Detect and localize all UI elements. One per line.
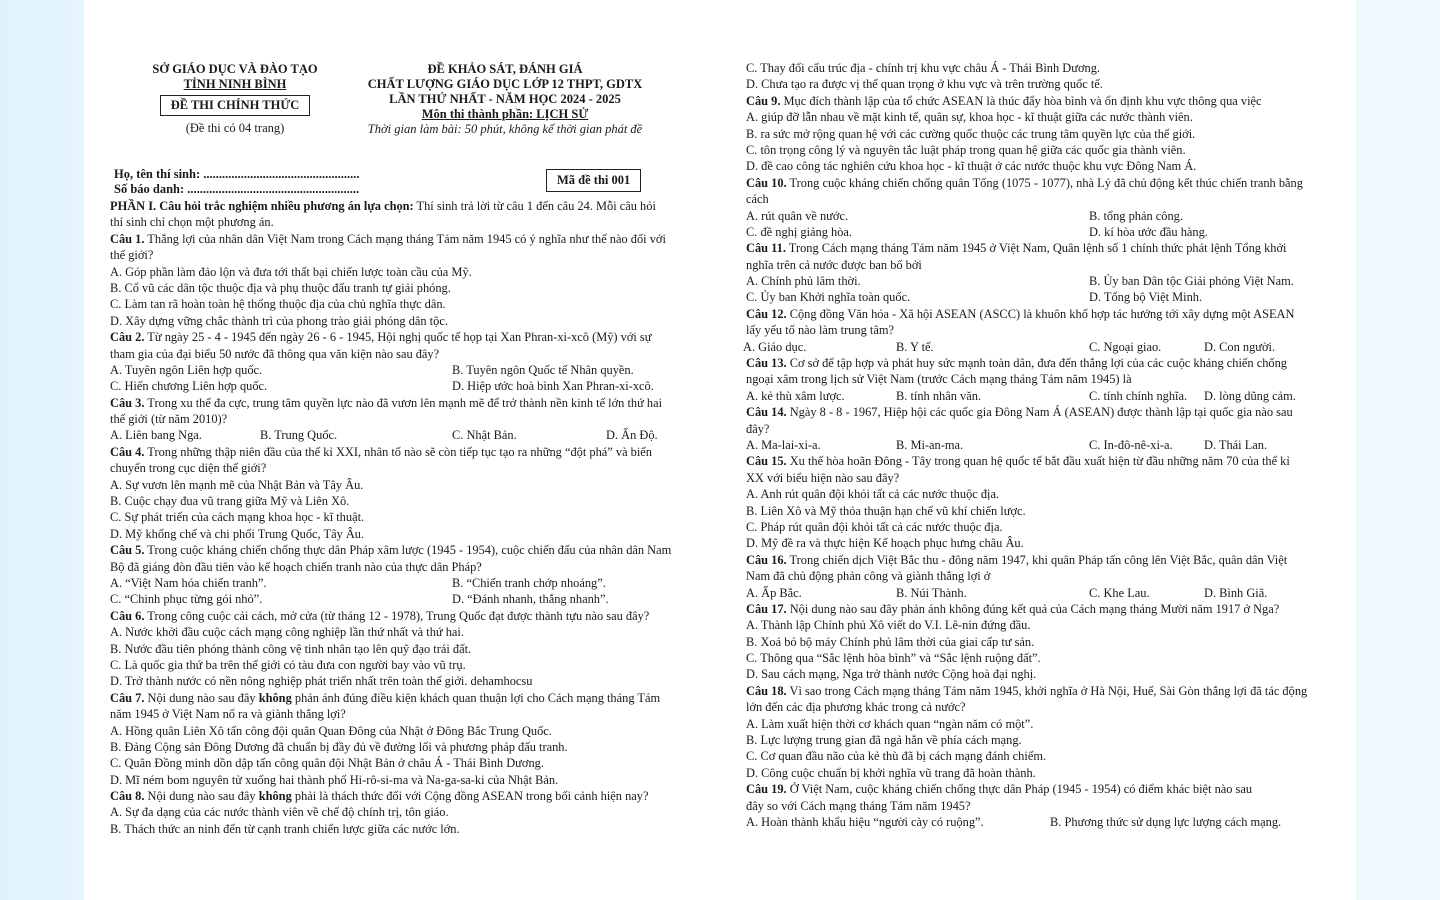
option-d: D. Bình Giã.: [1204, 585, 1268, 600]
option-a: A. Làm xuất hiện thời cơ khách quan “ngàn năm có một”.: [746, 716, 1034, 731]
question-text-cont: lớn đến các địa phương khác trong cả nước?: [746, 700, 966, 715]
question-text: Trong Cách mạng tháng Tám năm 1945 ở Việt Nam, Quân lệnh số 1 chính thức phát lệnh Tổng khởi: [785, 241, 1287, 256]
option-c: C. Thông qua “Sắc lệnh hòa bình” và “Sắc lệnh ruộng đất”.: [746, 651, 1041, 666]
exam-subject: Môn thi thành phần: LỊCH SỬ: [421, 107, 589, 121]
option-a: A. Sự đa dạng của các nước thành viên về chế độ chính trị, tôn giáo.: [110, 805, 449, 820]
option-c: C. Làm tan rã hoàn toàn hệ thống thuộc địa của chủ nghĩa thực dân.: [110, 297, 446, 312]
question-emphasis: không: [258, 789, 292, 804]
option-c: C. In-đô-nê-xi-a.: [1089, 437, 1173, 452]
question-label: Câu 19.: [746, 782, 787, 797]
option-b: B. Thách thức an ninh đến từ cạnh tranh chiến lược giữa các nước lớn.: [110, 821, 460, 836]
question-9: [746, 93, 1331, 109]
option-b: B. Trung Quốc.: [260, 428, 338, 443]
option-c: C. Sự phát triển của cách mạng khoa học - kĩ thuật.: [110, 510, 365, 525]
option-c: C. Ngoại giao.: [1089, 339, 1162, 354]
question-text-cont: đây?: [746, 421, 770, 436]
option-d: D. Mỹ đề ra và thực hiện Kế hoạch phục hưng châu Âu.: [746, 536, 1024, 551]
question-label: Câu 11.: [746, 241, 786, 256]
question-4: [110, 444, 695, 460]
question-label: Câu 10.: [746, 175, 787, 190]
left-questions: [110, 198, 695, 837]
option-a: A. Hoàn thành khẩu hiệu “người cày có ruộng”.: [746, 814, 984, 829]
option-c: C. Cơ quan đầu não của kẻ thù đã bị cách mạng đánh chiếm.: [746, 749, 1047, 764]
option-a: A. giúp đỡ lẫn nhau về mặt kinh tế, quân sự, khoa học - kĩ thuật giữa các nước thành viên.: [746, 110, 1193, 125]
question-label: Câu 18.: [746, 683, 787, 698]
option-b: B. Tuyên ngôn Quốc tế Nhân quyền.: [452, 362, 634, 377]
pages-note: (Đề thi có 04 trang): [185, 121, 285, 135]
option-b: B. “Chiến tranh chớp nhoáng”.: [452, 575, 606, 590]
question-text: Trong cuộc kháng chiến chống thực dân Pháp xâm lược (1945 - 1954), cuộc chiến đấu của nhân dân Nam: [144, 543, 672, 558]
question-label: Câu 1.: [110, 231, 145, 246]
option-b: B. Mi-an-ma.: [896, 437, 964, 452]
question-text: Trong chiến dịch Việt Bắc thu - đông năm 1947, khi quân Pháp tấn công lên Việt Bắc, quân dân Việt: [786, 552, 1288, 567]
option-a: A. Hồng quân Liên Xô tấn công đội quân Quan Đông của Nhật ở Đông Bắc Trung Quốc.: [110, 723, 552, 738]
question-text-cont: nghĩa trên cả nước được ban bố bởi: [746, 257, 922, 272]
option-d: D. Xây dựng vững chắc thành trì của phong trào giải phóng dân tộc.: [110, 313, 448, 328]
question-label: Câu 7.: [110, 690, 145, 705]
option-c: C. Nhật Bản.: [452, 428, 517, 443]
question-text: Nội dung nào sau đây phản ánh không đúng kết quả của Cách mạng tháng Mười năm 1917 ở Nga?: [786, 601, 1280, 616]
option-a: A. Liên bang Nga.: [110, 428, 202, 443]
option-b: B. Cổ vũ các dân tộc thuộc địa và phụ thuộc đấu tranh tự giải phóng.: [110, 280, 451, 295]
option-c: C. Pháp rút quân đội khỏi tất cả các nước thuộc địa.: [746, 519, 1003, 534]
exam-title-line3: LẦN THỨ NHẤT - NĂM HỌC 2024 - 2025: [389, 92, 621, 106]
candidate-info: [114, 167, 360, 197]
option-a: A. rút quân về nước.: [746, 208, 849, 223]
exam-time-note: Thời gian làm bài: 50 phút, không kể thời gian phát đề: [367, 122, 643, 136]
question-12: [746, 306, 1331, 322]
question-3: [110, 395, 695, 411]
option-a: A. Giáo dục.: [743, 339, 807, 354]
question-2: [110, 329, 695, 345]
question-label: Câu 4.: [110, 444, 145, 459]
question-text-cont: thế giới (từ năm 2010)?: [110, 412, 228, 427]
part1-instruction-cont: thí sinh chỉ chọn một phương án.: [110, 215, 274, 230]
question-text: Trong công cuộc cải cách, mở cửa (từ tháng 12 - 1978), Trung Quốc đạt được thành tựu nào sau đây?: [144, 608, 650, 623]
exam-title-line2: CHẤT LƯỢNG GIÁO DỤC LỚP 12 THPT, GDTX: [367, 77, 643, 91]
exam-page: [84, 0, 1356, 900]
question-emphasis: không: [258, 690, 292, 705]
province-name: TỈNH NINH BÌNH: [183, 77, 287, 91]
exam-code-box: Mã đề thi 001: [546, 169, 641, 192]
question-text: Cơ sở để tập hợp và phát huy sức mạnh toàn dân, đưa đến thắng lợi của các cuộc kháng chiến chống: [786, 356, 1287, 371]
option-a: A. Ma-lai-xi-a.: [746, 437, 821, 452]
question-text-cont: Bộ đã giáng đòn đầu tiên vào kế hoạch chiến tranh nào của thực dân Pháp?: [110, 559, 482, 574]
option-b: B. tổng phản công.: [1089, 208, 1183, 223]
option-b: B. Liên Xô và Mỹ thỏa thuận hạn chế vũ khí chiến lược.: [746, 503, 1026, 518]
option-c: C. Khe Lau.: [1089, 585, 1150, 600]
question-text-cont: ngoại xâm trong lịch sử Việt Nam (trước Cách mạng tháng Tám năm 1945) là: [746, 372, 1132, 387]
option-d: D. Mĩ ném bom nguyên tử xuống hai thành phố Hi-rô-si-ma và Na-ga-sa-ki của Nhật Bản.: [110, 772, 559, 787]
option-d: D. Mỹ khống chế và chi phối Trung Quốc, Tây Âu.: [110, 526, 365, 541]
question-text: Cộng đồng Văn hóa - Xã hội ASEAN (ASCC) là khuôn khổ hợp tác hướng tới xây dựng một ASEAN: [786, 306, 1295, 321]
option-d: D. “Đánh nhanh, thắng nhanh”.: [452, 592, 609, 607]
question-text: Ngày 8 - 8 - 1967, Hiệp hội các quốc gia Đông Nam Á (ASEAN) được thành lập tại quốc gia nào sau: [786, 405, 1293, 420]
question-text: phản ánh đúng điều kiện khách quan thuận lợi cho Cách mạng tháng Tám: [291, 690, 661, 705]
option-b: B. Nước đầu tiên phóng thành công vệ tinh nhân tạo lên quỹ đạo trái đất.: [110, 641, 472, 656]
department-name: SỞ GIÁO DỤC VÀ ĐÀO TẠO: [152, 62, 318, 76]
question-text: Trong những thập niên đầu của thế kỉ XXI, nhân tố nào sẽ còn tiếp tục tạo ra những “đột phá” và biến: [144, 444, 652, 459]
question-label: Câu 17.: [746, 601, 787, 616]
question-1: [110, 231, 695, 247]
option-a: A. Thành lập Chính phủ Xô viết do V.I. Lê-nin đứng đầu.: [746, 618, 1031, 633]
official-exam-label: ĐỀ THI CHÍNH THỨC: [160, 95, 311, 116]
question-text-cont: XX với biểu hiện nào sau đây?: [746, 470, 900, 485]
question-18: [746, 683, 1331, 699]
option-b: B. Phương thức sử dụng lực lượng cách mạng.: [1050, 814, 1282, 829]
option-d: D. Sau cách mạng, Nga trở thành nước Cộng hoà đại nghị.: [746, 667, 1037, 682]
question-label: Câu 8.: [110, 789, 145, 804]
question-13: [746, 355, 1331, 371]
option-c: C. “Chinh phục từng gói nhỏ”.: [110, 592, 263, 607]
exam-title-line1: ĐỀ KHẢO SÁT, ĐÁNH GIÁ: [427, 62, 583, 76]
question-text-cont: tham gia của đại biểu 50 nước đã thông qua văn kiện nào sau đây?: [110, 346, 440, 361]
option-b: B. Núi Thành.: [896, 585, 967, 600]
option-d: D. kí hòa ước đầu hàng.: [1089, 224, 1208, 239]
part1-instruction: Thí sinh trả lời từ câu 1 đến câu 24. Mỗi câu hỏi: [413, 199, 656, 213]
question-8: [110, 788, 695, 804]
question-label: Câu 15.: [746, 454, 787, 469]
option-d: D. Con người.: [1204, 339, 1276, 354]
question-text-cont: Nam đã chủ động phản công và giành thắng lợi ở: [746, 569, 991, 584]
question-label: Câu 5.: [110, 543, 145, 558]
question-text: Trong xu thế đa cực, trung tâm quyền lực nào đã vươn lên mạnh mẽ để trở thành nền kinh tế lớn thứ hai: [144, 395, 663, 410]
option-d: D. Thái Lan.: [1204, 437, 1268, 452]
option-c: C. tôn trọng công lý và nguyên tắc luật pháp trong quan hệ giữa các quốc gia thành viên.: [746, 142, 1186, 157]
question-text: Trong cuộc kháng chiến chống quân Tống (1075 - 1077), nhà Lý đã chủ động kết thúc chiến tranh bằng: [786, 175, 1303, 190]
question-label: Câu 2.: [110, 330, 145, 345]
option-b: B. Lực lượng trung gian đã ngả hẳn về phía cách mạng.: [746, 733, 1022, 748]
option-c: C. Quân Đồng minh dồn dập tấn công quân đội Nhật Bản ở châu Á - Thái Bình Dương.: [110, 756, 544, 771]
option-b: B. ra sức mở rộng quan hệ với các cường quốc thuộc các trung tâm quyền lực của thế giới.: [746, 126, 1196, 141]
option-a: A. Ấp Bắc.: [746, 585, 802, 600]
option-d: D. Chưa tạo ra được vị thế quan trọng ở khu vực và trên trường quốc tế.: [746, 77, 1103, 92]
question-text-cont: năm 1945 ở Việt Nam nổ ra và giành thắng lợi?: [110, 707, 346, 722]
question-label: Câu 13.: [746, 356, 787, 371]
option-a: A. Chính phủ lâm thời.: [746, 274, 861, 289]
option-c: C. tính chính nghĩa.: [1089, 388, 1188, 403]
option-c: C. Thay đổi cấu trúc địa - chính trị khu vực châu Á - Thái Bình Dương.: [746, 61, 1100, 75]
question-16: [746, 552, 1331, 568]
question-label: Câu 9.: [746, 93, 781, 108]
question-text-cont: thế giới?: [110, 248, 154, 263]
option-d: D. Hiệp ước hoà bình Xan Phran-xi-xcô.: [452, 379, 654, 394]
option-d: D. Tổng bộ Việt Minh.: [1089, 290, 1203, 305]
question-text: Ở Việt Nam, cuộc kháng chiến chống thực dân Pháp (1945 - 1954) có điểm khác biệt nào sau: [786, 782, 1253, 797]
option-b: B. Ủy ban Dân tộc Giải phóng Việt Nam.: [1089, 274, 1294, 289]
question-text: Vì sao trong Cách mạng tháng Tám năm 1945, khởi nghĩa ở Hà Nội, Huế, Sài Gòn thắng lợi đã tác động: [786, 683, 1308, 698]
option-a: A. Nước khởi đầu cuộc cách mạng công nghiệp lần thứ nhất và thứ hai.: [110, 625, 464, 640]
question-label: Câu 6.: [110, 608, 145, 623]
option-d: D. Ấn Độ.: [606, 428, 658, 443]
question-11: [746, 240, 1331, 256]
option-a: A. Tuyên ngôn Liên hợp quốc.: [110, 362, 263, 377]
option-c: C. đề nghị giảng hòa.: [746, 224, 852, 239]
question-text-cont: cách: [746, 192, 769, 207]
option-b: B. Xoá bỏ bộ máy Chính phủ lâm thời của giai cấp tư sản.: [746, 634, 1035, 649]
part1-title: PHẦN I. Câu hỏi trắc nghiệm nhiều phương án lựa chọn:: [110, 199, 414, 213]
option-b: B. Y tế.: [896, 339, 934, 354]
question-5: [110, 542, 695, 558]
option-a: A. kẻ thù xâm lược.: [746, 388, 845, 403]
candidate-name-field: Họ, tên thí sinh: ..................................................: [114, 167, 360, 181]
question-text: Xu thế hòa hoãn Đông - Tây trong quan hệ quốc tế bắt đầu xuất hiện từ đầu những năm 70 của thế kỉ: [786, 454, 1290, 469]
right-questions: [743, 60, 1331, 830]
option-d: D. Công cuộc chuẩn bị khởi nghĩa vũ trang đã hoàn thành.: [746, 765, 1036, 780]
option-c: C. Là quốc gia thứ ba trên thế giới có tàu đưa con người bay vào vũ trụ.: [110, 657, 466, 672]
option-a: A. Góp phần làm đảo lộn và đưa tới thất bại chiến lược toàn cầu của Mỹ.: [110, 264, 472, 279]
question-text: Mục đích thành lập của tổ chức ASEAN là thúc đẩy hòa bình và ổn định khu vực thông qua việc: [780, 93, 1262, 108]
question-label: Câu 3.: [110, 395, 145, 410]
option-d: D. đề cao công tác nghiên cứu khoa học - kĩ thuật ở các nước thuộc khu vực Đông Nam Á.: [746, 159, 1197, 174]
candidate-id-field: Số báo danh: .......................................................: [114, 182, 360, 196]
option-b: B. Cuộc chạy đua vũ trang giữa Mỹ và Liên Xô.: [110, 494, 350, 509]
question-text-cont: chuyển trong cục diện thế giới?: [110, 461, 267, 476]
option-b: B. Đảng Cộng sản Đông Dương đã chuẩn bị đầy đủ về đường lối và phương pháp đấu tranh.: [110, 739, 568, 754]
question-label: Câu 12.: [746, 306, 787, 321]
option-a: A. Anh rút quân đội khỏi tất cả các nước thuộc địa.: [746, 487, 1000, 502]
question-19: [746, 781, 1331, 797]
option-a: A. “Việt Nam hóa chiến tranh”.: [110, 575, 267, 590]
question-text: Từ ngày 25 - 4 - 1945 đến ngày 26 - 6 - 1945, Hội nghị quốc tế họp tại Xan Phran-xi-xcô (Mỹ) với sự: [144, 330, 652, 345]
question-text: Nội dung nào sau đây: [144, 690, 259, 705]
question-label: Câu 16.: [746, 552, 787, 567]
question-6: [110, 608, 695, 624]
exam-title-header: [315, 62, 695, 137]
option-c: C. Hiến chương Liên hợp quốc.: [110, 379, 268, 394]
option-d: D. Trở thành nước có nền nông nghiệp phát triển nhất trên toàn thế giới. dehamhocsu: [110, 674, 533, 689]
question-text-cont: đây so với Cách mạng tháng Tám năm 1945?: [746, 798, 971, 813]
option-b: B. tính nhân văn.: [896, 388, 982, 403]
option-d: D. lòng dũng cảm.: [1204, 388, 1296, 403]
question-15: [746, 453, 1331, 469]
question-text-cont: lấy yếu tố nào làm trung tâm?: [746, 323, 894, 338]
question-7: [110, 690, 695, 706]
question-label: Câu 14.: [746, 405, 787, 420]
question-17: [746, 601, 1331, 617]
option-a: A. Sự vươn lên mạnh mẽ của Nhật Bản và Tây Âu.: [110, 477, 364, 492]
question-text: phải là thách thức đối với Cộng đồng ASEAN trong bối cảnh hiện nay?: [291, 789, 649, 804]
option-c: C. Ủy ban Khởi nghĩa toàn quốc.: [746, 290, 911, 305]
question-text: Thắng lợi của nhân dân Việt Nam trong Cách mạng tháng Tám năm 1945 có ý nghĩa như thế nào đối với: [144, 231, 666, 246]
question-14: [746, 404, 1331, 420]
question-text: Nội dung nào sau đây: [144, 789, 259, 804]
question-10: [746, 175, 1331, 191]
